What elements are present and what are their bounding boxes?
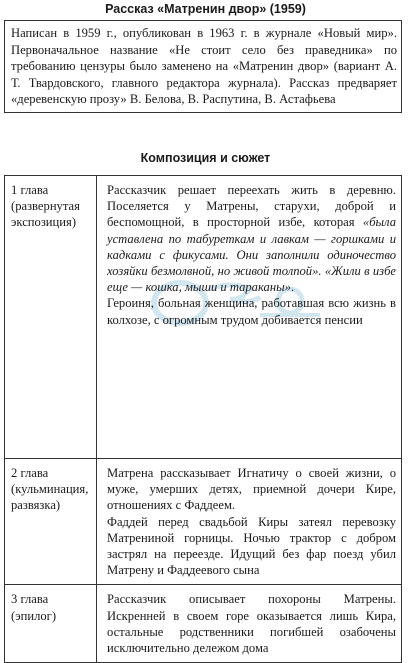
quote-text: «была уставлена по табуреткам и лавкам — горшками и кадками с фикусами. Они заполнили одиночество хозяйки безмолвной, но живой толпой».: [107, 215, 396, 279]
description-cell: [97, 459, 402, 585]
text-fragment: Рассказчик решает переехать жить в деревню. Поселяется у Матрены, старухи, доброй и беспомощной, в просторной избе, которая: [107, 183, 396, 230]
paragraph: Рассказчик описывает похороны Матрены. Искренней в своем горе оказывается лишь Кира, остальные родственники погибшей озабочены исключительно дележом дома: [107, 592, 396, 656]
text-fragment: .: [290, 280, 295, 295]
quote-text: «Жили в избе еще — кошка, мыши и тараканы»: [107, 264, 396, 295]
table-row: [5, 585, 402, 663]
section-heading: Композиция и сюжет: [140, 151, 271, 165]
plot-table: [4, 175, 402, 663]
intro-text: Написан в 1959 г., опубликован в 1963 г. в журнале «Новый мир». Первоначальное название «Не стоит село без праведника» по требованию цензуры было заменено на «Матренин двор» (вариант А. Т. Твардовского, главного редактора журнала). Рассказ предваряет «деревенскую прозу» В. Белова, В. Распутина, В. Астафьева: [11, 26, 397, 107]
description-cell: [97, 176, 402, 459]
paragraph: Героиня, больная женщина, работавшая всю жизнь в колхозе, с огромным трудом добивается пенсии: [107, 296, 396, 327]
paragraph: Матрена рассказывает Игнатичу о своей жизни, о муже, умерших детях, приемной дочери Кире, отношениях с Фаддеем.: [107, 466, 396, 513]
chapter-cell: 1 глава (развернутая экспозиция): [5, 176, 97, 459]
table-row: [5, 176, 402, 459]
page-title: Рассказ «Матренин двор» (1959): [105, 2, 306, 16]
chapter-cell: 2 глава (кульминация, развязка): [5, 459, 97, 585]
paragraph: Фаддей перед свадьбой Киры затеял перевозку Матрениной горницы. Ночью трактор с добром застрял на переезде. Идущий без фар поезд убил Матрену и Фаддеевого сына: [107, 514, 396, 578]
description-cell: [97, 585, 402, 663]
chapter-cell: 3 глава (эпилог): [5, 585, 97, 663]
paragraph: [107, 182, 396, 295]
table-row: [5, 459, 402, 585]
intro-box: [4, 20, 402, 113]
